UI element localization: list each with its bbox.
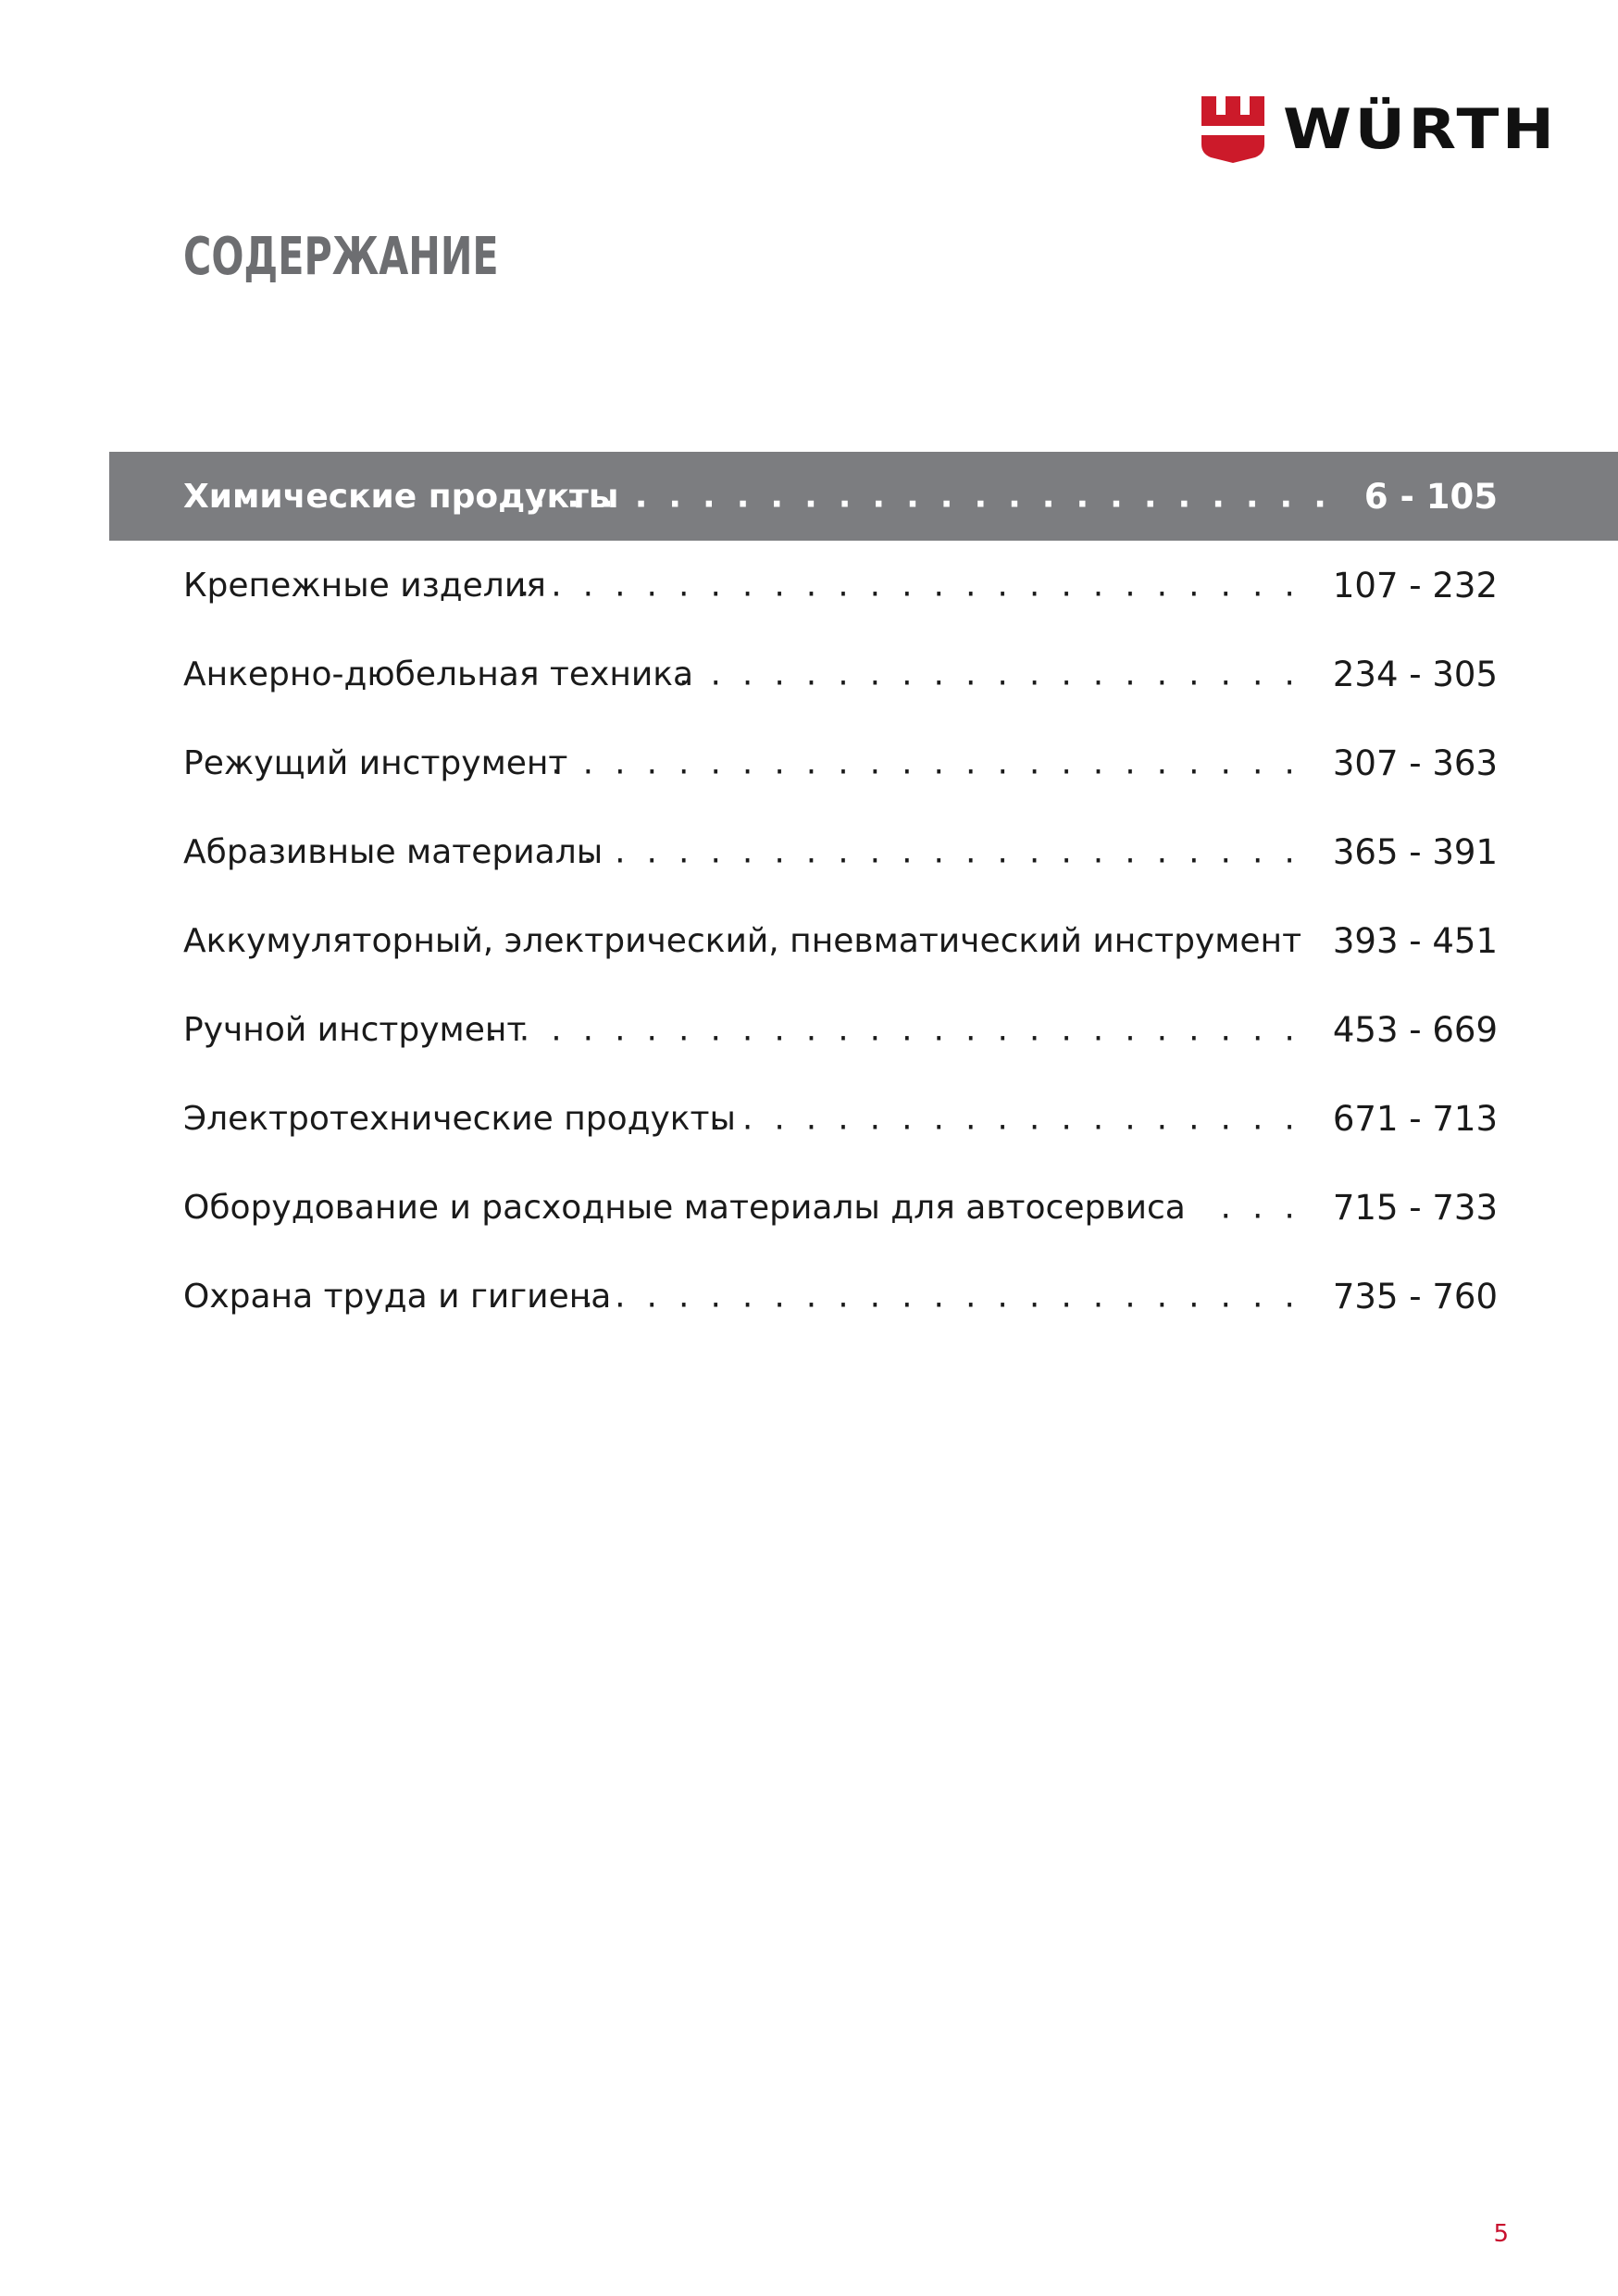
toc-label: Анкерно-дюбельная техника [183, 655, 694, 693]
toc-row[interactable] [0, 1074, 1618, 1163]
toc-label: Электротехнические продукты [183, 1099, 736, 1138]
toc-row[interactable] [0, 985, 1618, 1074]
toc-label: Режущий инструмент [183, 743, 568, 782]
dot-leader: ....................... [582, 1277, 1316, 1316]
toc-page-range: 453 - 669 [1332, 1009, 1498, 1050]
dot-leader: .......................... [487, 1010, 1316, 1049]
dot-leader: ....................... [582, 832, 1316, 871]
wurth-logo-icon [1201, 96, 1264, 163]
toc-label: Ручной инструмент [183, 1010, 527, 1049]
toc-page-range: 671 - 713 [1332, 1098, 1498, 1139]
toc-page-range: 393 - 451 [1332, 920, 1498, 961]
toc-row[interactable] [0, 541, 1618, 630]
toc-page-range: 307 - 363 [1332, 742, 1498, 783]
dot-leader: ......................... [518, 566, 1316, 605]
toc-row[interactable] [0, 1163, 1618, 1252]
toc-row[interactable] [0, 1252, 1618, 1341]
toc-label: Химические продукты [183, 477, 619, 516]
toc-label: Крепежные изделия [183, 566, 546, 605]
wurth-logo-text: WÜRTH [1283, 97, 1558, 162]
toc-page-range: 107 - 232 [1332, 565, 1498, 605]
toc-label: Охрана труда и гигиена [183, 1277, 612, 1316]
dot-leader: ........................ [532, 477, 1348, 516]
toc-label: Абразивные материалы [183, 832, 604, 871]
page-title: СОДЕРЖАНИЕ [183, 227, 499, 287]
dot-leader: .................... [678, 655, 1316, 693]
toc-row[interactable] [0, 896, 1618, 985]
table-of-contents [0, 452, 1618, 1341]
toc-label: Аккумуляторный, электрический, пневматический инструмент [183, 921, 1302, 960]
wurth-logo [1201, 96, 1558, 163]
dot-leader: ... [1220, 1188, 1316, 1227]
toc-page-range: 735 - 760 [1332, 1276, 1498, 1316]
toc-page-range: 715 - 733 [1332, 1187, 1498, 1228]
page-number: 5 [1493, 2220, 1509, 2248]
toc-row[interactable] [0, 718, 1618, 807]
dot-leader: ........................ [551, 743, 1316, 782]
toc-page-range: 365 - 391 [1332, 831, 1498, 872]
toc-row[interactable] [0, 630, 1618, 718]
toc-page-range: 234 - 305 [1332, 654, 1498, 694]
toc-row[interactable] [109, 452, 1618, 541]
toc-label: Оборудование и расходные материалы для автосервиса [183, 1188, 1186, 1227]
dot-leader: ................... [710, 1099, 1316, 1138]
toc-row[interactable] [0, 807, 1618, 896]
toc-page-range: 6 - 105 [1363, 476, 1498, 517]
